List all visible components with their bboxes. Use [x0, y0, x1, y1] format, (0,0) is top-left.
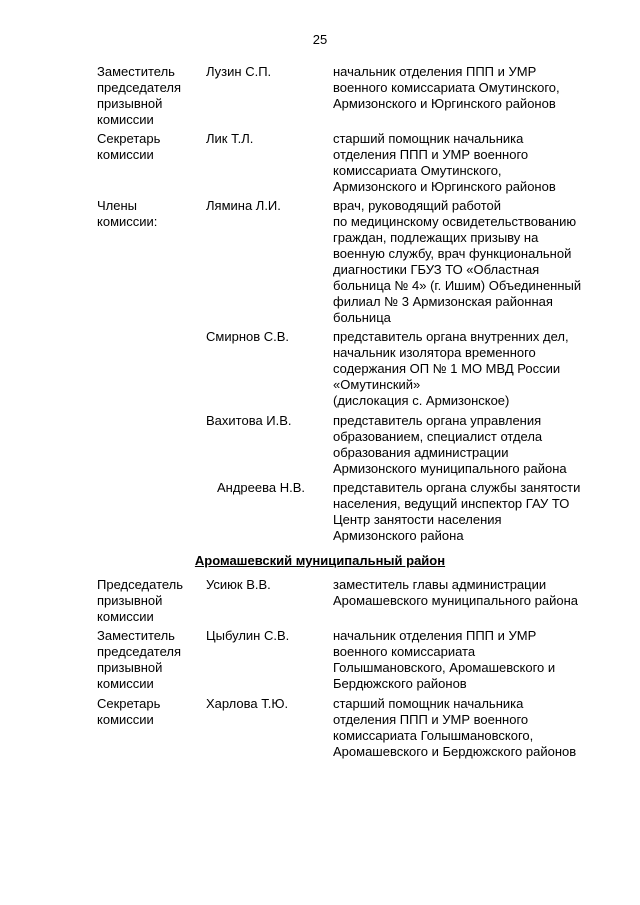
duty-line: представитель органа внутренних дел,	[333, 329, 569, 344]
role-line: комиссии	[97, 112, 154, 127]
duty-line: диагностики ГБУЗ ТО «Областная	[333, 262, 540, 277]
entry-name: Смирнов С.В.	[206, 329, 290, 344]
entry-duty	[333, 198, 613, 326]
role-line: комиссии	[97, 712, 154, 727]
role-line: Члены	[97, 198, 138, 213]
duty-line: Армизонского и Юргинского районов	[333, 179, 556, 194]
duty-line: военного комиссариата	[333, 644, 476, 659]
entry-name: Цыбулин С.В.	[206, 628, 290, 643]
duty-line: образования администрации	[333, 445, 509, 460]
entry-role	[97, 628, 197, 692]
section-heading: Аромашевский муниципальный район	[194, 553, 446, 568]
duty-line: Центр занятости населения	[333, 512, 502, 527]
role-line: комиссии	[97, 676, 154, 691]
duty-line: «Омутинский»	[333, 377, 421, 392]
duty-line: больница № 4» (г. Ишим) Объединенный	[333, 278, 582, 293]
role-line: Заместитель	[97, 64, 175, 79]
duty-line: Армизонского и Юргинского районов	[333, 96, 556, 111]
duty-line: граждан, подлежащих призыву на	[333, 230, 539, 245]
entry-name: Харлова Т.Ю.	[206, 696, 289, 711]
duty-line: военную службу, врач функциональной	[333, 246, 572, 261]
duty-line: заместитель главы администрации	[333, 577, 547, 592]
entry-duty	[333, 329, 613, 409]
duty-line: начальник изолятора временного	[333, 345, 536, 360]
duty-line: (дислокация с. Армизонское)	[333, 393, 510, 408]
role-line: Секретарь	[97, 131, 161, 146]
duty-line: больница	[333, 310, 391, 325]
role-line: призывной	[97, 96, 163, 111]
duty-line: начальник отделения ППП и УМР	[333, 628, 537, 643]
entry-duty	[333, 628, 613, 692]
duty-line: образованием, специалист отдела	[333, 429, 543, 444]
entry-role	[97, 198, 197, 230]
duty-line: Аромашевского и Бердюжского районов	[333, 744, 577, 759]
entry-name: Лузин С.П.	[206, 64, 272, 79]
duty-line: по медицинскому освидетельствованию	[333, 214, 577, 229]
role-line: председателя	[97, 644, 182, 659]
duty-line: Армизонского района	[333, 528, 464, 543]
entry-role	[97, 696, 197, 728]
role-line: призывной	[97, 593, 163, 608]
entry-duty	[333, 413, 613, 477]
duty-line: старший помощник начальника	[333, 696, 524, 711]
entry-duty	[333, 696, 613, 760]
entry-name: Вахитова И.В.	[206, 413, 292, 428]
duty-line: населения, ведущий инспектор ГАУ ТО	[333, 496, 570, 511]
duty-line: отделения ППП и УМР военного	[333, 712, 529, 727]
duty-line: комиссариата Голышмановского,	[333, 728, 534, 743]
role-line: председателя	[97, 80, 182, 95]
role-line: комиссии:	[97, 214, 158, 229]
duty-line: Армизонского муниципального района	[333, 461, 567, 476]
duty-line: отделения ППП и УМР военного	[333, 147, 529, 162]
duty-line: начальник отделения ППП и УМР	[333, 64, 537, 79]
role-line: Председатель	[97, 577, 184, 592]
duty-line: представитель органа управления	[333, 413, 542, 428]
duty-line: военного комиссариата Омутинского,	[333, 80, 560, 95]
role-line: призывной	[97, 660, 163, 675]
duty-line: содержания ОП № 1 МО МВД России	[333, 361, 561, 376]
entry-duty	[333, 577, 613, 609]
duty-line: Аромашевского муниципального района	[333, 593, 579, 608]
entry-role	[97, 64, 197, 128]
entry-name: Андреева Н.В.	[217, 480, 306, 495]
duty-line: старший помощник начальника	[333, 131, 524, 146]
entry-role	[97, 131, 197, 163]
role-line: комиссии	[97, 147, 154, 162]
role-line: Заместитель	[97, 628, 175, 643]
entry-duty	[333, 131, 613, 195]
entry-name: Усиюк В.В.	[206, 577, 271, 592]
duty-line: Голышмановского, Аромашевского и	[333, 660, 556, 675]
duty-line: врач, руководящий работой	[333, 198, 502, 213]
duty-line: Бердюжского районов	[333, 676, 467, 691]
entry-name: Лямина Л.И.	[206, 198, 281, 213]
entry-role	[97, 577, 197, 625]
entry-name: Лик Т.Л.	[206, 131, 254, 146]
role-line: Секретарь	[97, 696, 161, 711]
duty-line: представитель органа службы занятости	[333, 480, 581, 495]
duty-line: комиссариата Омутинского,	[333, 163, 502, 178]
role-line: комиссии	[97, 609, 154, 624]
entry-duty	[333, 480, 613, 544]
duty-line: филиал № 3 Армизонская районная	[333, 294, 553, 309]
page-number: 25	[312, 32, 328, 47]
entry-duty	[333, 64, 613, 112]
